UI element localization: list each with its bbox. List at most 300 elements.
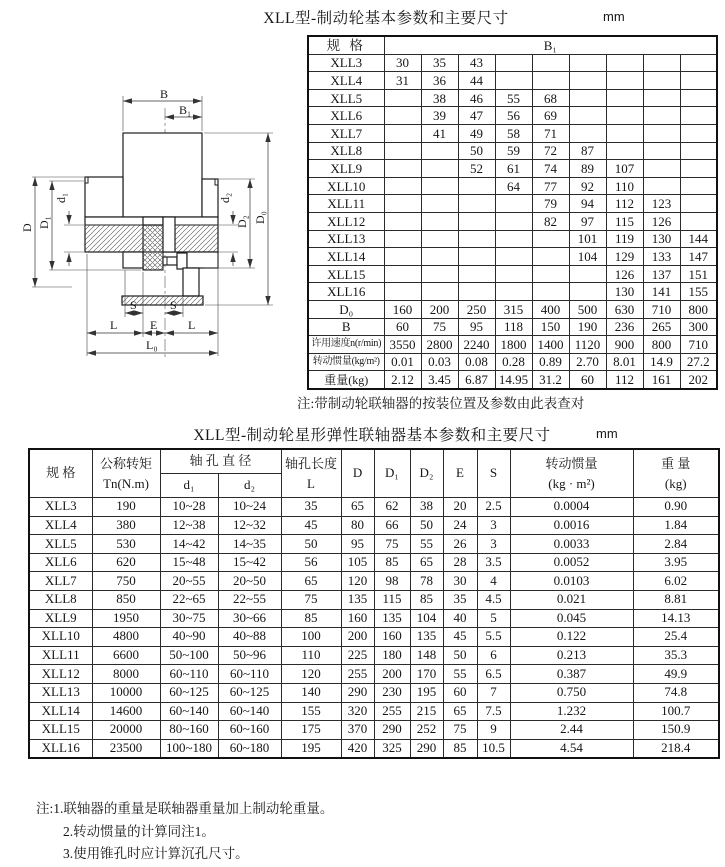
- col-header-D2: D₂: [410, 449, 443, 498]
- value-cell: 60~110: [218, 665, 281, 684]
- row-label: XLL16: [29, 739, 92, 758]
- drawing-body: [85, 133, 218, 305]
- b1-value-cell: [421, 212, 458, 230]
- value-cell: 4800: [92, 628, 160, 647]
- dim-label-L-left: L: [110, 318, 118, 332]
- value-cell: 115: [374, 590, 410, 609]
- value-cell: 530: [92, 535, 160, 554]
- b1-value-cell: [643, 54, 680, 72]
- b1-value-cell: 1800: [495, 336, 532, 354]
- value-cell: 60~180: [218, 739, 281, 758]
- b1-value-cell: [384, 195, 421, 213]
- b1-value-cell: [384, 124, 421, 142]
- bore-length-line1: 轴孔长度: [285, 456, 338, 471]
- value-cell: 100: [281, 628, 341, 647]
- table-row: [29, 702, 719, 721]
- b1-value-cell: [680, 89, 717, 107]
- value-cell: 78: [410, 572, 443, 591]
- dim-label-L0: L₀: [146, 338, 158, 352]
- left-hub-flange: [85, 177, 123, 217]
- dim-label-B1: B₁: [179, 103, 192, 117]
- b1-value-cell: 190: [569, 318, 606, 336]
- b1-value-cell: 0.03: [421, 353, 458, 371]
- b1-value-cell: 82: [532, 212, 569, 230]
- dim-label-D1: D₁: [37, 216, 51, 229]
- value-cell: 0.90: [633, 498, 719, 517]
- right-hub-lower: [187, 252, 218, 268]
- b1-value-cell: [532, 265, 569, 283]
- b1-value-cell: 2.12: [384, 371, 421, 389]
- dim-label-L-right: L: [188, 318, 196, 332]
- value-cell: 4: [477, 572, 510, 591]
- b1-value-cell: 64: [495, 177, 532, 195]
- value-cell: 195: [410, 683, 443, 702]
- value-cell: 24: [443, 516, 477, 535]
- b1-value-cell: 202: [680, 371, 717, 389]
- b1-value-cell: 31.2: [532, 371, 569, 389]
- b1-value-cell: 59: [495, 142, 532, 160]
- b1-value-cell: 61: [495, 160, 532, 178]
- value-cell: 135: [374, 609, 410, 628]
- b1-value-cell: 315: [495, 300, 532, 318]
- b1-value-cell: 0.08: [458, 353, 495, 371]
- bolt-shank: [163, 257, 177, 265]
- value-cell: 255: [341, 665, 374, 684]
- value-cell: 0.045: [510, 609, 633, 628]
- torque-label-line2: Tn(N.m): [103, 475, 149, 491]
- col-header-b1: B₁: [384, 36, 717, 54]
- row-label: XLL8: [29, 590, 92, 609]
- b1-value-cell: [680, 160, 717, 178]
- brake-wheel-table-body: [308, 54, 717, 389]
- value-cell: 35.3: [633, 646, 719, 665]
- b1-value-cell: [458, 230, 495, 248]
- value-cell: 120: [281, 665, 341, 684]
- value-cell: 14.13: [633, 609, 719, 628]
- table-row: [29, 590, 719, 609]
- value-cell: 65: [443, 702, 477, 721]
- value-cell: 0.0052: [510, 553, 633, 572]
- b1-value-cell: 6.87: [458, 371, 495, 389]
- b1-value-cell: [569, 265, 606, 283]
- row-label: XLL12: [29, 665, 92, 684]
- value-cell: 420: [341, 739, 374, 758]
- b1-value-cell: [384, 177, 421, 195]
- b1-value-cell: [606, 54, 643, 72]
- value-cell: 3: [477, 535, 510, 554]
- value-cell: 65: [341, 498, 374, 517]
- bolt-head: [177, 253, 187, 269]
- b1-value-cell: [606, 89, 643, 107]
- bore-length-line2: L: [307, 475, 315, 491]
- b1-value-cell: 2.70: [569, 353, 606, 371]
- row-label: 重量(kg): [308, 371, 384, 389]
- b1-value-cell: [643, 72, 680, 90]
- value-cell: 8.81: [633, 590, 719, 609]
- value-cell: 225: [341, 646, 374, 665]
- table-row: [308, 283, 717, 301]
- value-cell: 60~160: [218, 721, 281, 740]
- table-row: [308, 230, 717, 248]
- value-cell: 85: [281, 609, 341, 628]
- b1-value-cell: [643, 89, 680, 107]
- b1-value-cell: [458, 177, 495, 195]
- row-label: XLL5: [29, 535, 92, 554]
- b1-value-cell: 35: [421, 54, 458, 72]
- value-cell: 20~50: [218, 572, 281, 591]
- value-cell: 230: [374, 683, 410, 702]
- value-cell: 45: [443, 628, 477, 647]
- dim-label-D2: D₂: [235, 215, 249, 228]
- b1-value-cell: 130: [643, 230, 680, 248]
- b1-value-cell: 92: [569, 177, 606, 195]
- value-cell: 215: [410, 702, 443, 721]
- dim-label-D0: D₀: [253, 211, 267, 224]
- col-header-inertia: [510, 449, 633, 498]
- brake-wheel-table-note: 注:带制动轮联轴器的按装位置及参数由此表查对: [297, 396, 585, 411]
- b1-value-cell: 155: [680, 283, 717, 301]
- col-header-d1: d₁: [160, 474, 218, 498]
- dim-label-d2: d₂: [218, 192, 232, 203]
- col-header-bore-length: [281, 449, 341, 498]
- weight-label-line1: 重 量: [661, 456, 691, 471]
- b1-value-cell: [384, 142, 421, 160]
- value-cell: 50~100: [160, 646, 218, 665]
- row-label: XLL4: [29, 516, 92, 535]
- value-cell: 3.95: [633, 553, 719, 572]
- table-row: [308, 212, 717, 230]
- b1-value-cell: [643, 124, 680, 142]
- b1-value-cell: [606, 72, 643, 90]
- value-cell: 4.5: [477, 590, 510, 609]
- value-cell: 5.5: [477, 628, 510, 647]
- bottom-notes: [36, 798, 333, 866]
- row-label: B: [308, 318, 384, 336]
- row-label: XLL13: [29, 683, 92, 702]
- value-cell: 190: [92, 498, 160, 517]
- value-cell: 20~55: [160, 572, 218, 591]
- value-cell: 0.122: [510, 628, 633, 647]
- value-cell: 75: [281, 590, 341, 609]
- col-header-torque: [92, 449, 160, 498]
- b1-value-cell: [421, 195, 458, 213]
- b1-value-cell: 36: [421, 72, 458, 90]
- b1-value-cell: [532, 283, 569, 301]
- value-cell: 850: [92, 590, 160, 609]
- coupling-cross-section-drawing: [20, 88, 320, 378]
- row-label: XLL10: [29, 628, 92, 647]
- b1-value-cell: 95: [458, 318, 495, 336]
- b1-value-cell: 151: [680, 265, 717, 283]
- dim-label-S-right: S: [170, 298, 177, 312]
- col-header-spec: 规 格: [308, 36, 384, 54]
- value-cell: 0.0033: [510, 535, 633, 554]
- b1-value-cell: [421, 230, 458, 248]
- b1-value-cell: 236: [606, 318, 643, 336]
- value-cell: 0.213: [510, 646, 633, 665]
- dim-label-E: E: [150, 318, 158, 332]
- b1-value-cell: [458, 248, 495, 266]
- value-cell: 14600: [92, 702, 160, 721]
- b1-value-cell: 144: [680, 230, 717, 248]
- value-cell: 370: [341, 721, 374, 740]
- b1-value-cell: 630: [606, 300, 643, 318]
- table-row: [29, 739, 719, 758]
- b1-value-cell: 71: [532, 124, 569, 142]
- value-cell: 49.9: [633, 665, 719, 684]
- table-row: [308, 160, 717, 178]
- b1-value-cell: [495, 195, 532, 213]
- table-row: [29, 572, 719, 591]
- b1-value-cell: [495, 230, 532, 248]
- value-cell: 80: [341, 516, 374, 535]
- value-cell: 12~38: [160, 516, 218, 535]
- table-row: [308, 72, 717, 90]
- b1-value-cell: 0.28: [495, 353, 532, 371]
- row-label: XLL6: [308, 107, 384, 125]
- dim-label-D: D: [20, 223, 34, 232]
- value-cell: 0.0004: [510, 498, 633, 517]
- value-cell: 135: [341, 590, 374, 609]
- table-row: [308, 371, 717, 389]
- b1-value-cell: 300: [680, 318, 717, 336]
- b1-value-cell: 2800: [421, 336, 458, 354]
- b1-value-cell: 147: [680, 248, 717, 266]
- value-cell: 95: [341, 535, 374, 554]
- b1-value-cell: [458, 195, 495, 213]
- table-row: [29, 683, 719, 702]
- value-cell: 2.5: [477, 498, 510, 517]
- b1-value-cell: [495, 265, 532, 283]
- b1-value-cell: 400: [532, 300, 569, 318]
- b1-value-cell: [680, 54, 717, 72]
- value-cell: 40~88: [218, 628, 281, 647]
- row-label: XLL14: [308, 248, 384, 266]
- b1-value-cell: 112: [606, 195, 643, 213]
- row-label: XLL15: [29, 721, 92, 740]
- value-cell: 35: [281, 498, 341, 517]
- b1-value-cell: 89: [569, 160, 606, 178]
- value-cell: 110: [281, 646, 341, 665]
- row-label: XLL14: [29, 702, 92, 721]
- value-cell: 15~48: [160, 553, 218, 572]
- value-cell: 0.387: [510, 665, 633, 684]
- value-cell: 38: [410, 498, 443, 517]
- row-label: XLL6: [29, 553, 92, 572]
- b1-value-cell: 31: [384, 72, 421, 90]
- value-cell: 55: [443, 665, 477, 684]
- value-cell: 22~55: [218, 590, 281, 609]
- b1-value-cell: 119: [606, 230, 643, 248]
- b1-value-cell: 72: [532, 142, 569, 160]
- value-cell: 4.54: [510, 739, 633, 758]
- value-cell: 195: [281, 739, 341, 758]
- value-cell: 75: [443, 721, 477, 740]
- value-cell: 30: [443, 572, 477, 591]
- b1-value-cell: [495, 54, 532, 72]
- value-cell: 74.8: [633, 683, 719, 702]
- value-cell: 218.4: [633, 739, 719, 758]
- table-row: [308, 142, 717, 160]
- table-row: [29, 516, 719, 535]
- table-row: [29, 498, 719, 517]
- value-cell: 10000: [92, 683, 160, 702]
- value-cell: 6.5: [477, 665, 510, 684]
- b1-value-cell: 800: [643, 336, 680, 354]
- table-row: [308, 318, 717, 336]
- b1-value-cell: 200: [421, 300, 458, 318]
- value-cell: 10~24: [218, 498, 281, 517]
- b1-value-cell: [606, 142, 643, 160]
- b1-value-cell: 58: [495, 124, 532, 142]
- bottom-note-3: 3.使用锥孔时应计算沉孔尺寸。: [63, 846, 249, 861]
- b1-value-cell: [384, 265, 421, 283]
- b1-value-cell: [421, 142, 458, 160]
- coupling-table-body: [29, 498, 719, 759]
- b1-value-cell: [569, 283, 606, 301]
- coupling-table-unit: mm: [596, 426, 618, 441]
- value-cell: 7: [477, 683, 510, 702]
- b1-value-cell: 94: [569, 195, 606, 213]
- value-cell: 28: [443, 553, 477, 572]
- value-cell: 0.0016: [510, 516, 633, 535]
- value-cell: 1.232: [510, 702, 633, 721]
- b1-value-cell: [384, 248, 421, 266]
- value-cell: 35: [443, 590, 477, 609]
- b1-value-cell: [643, 177, 680, 195]
- value-cell: 60~140: [160, 702, 218, 721]
- brake-wheel-table-unit: mm: [603, 9, 625, 24]
- b1-value-cell: 50: [458, 142, 495, 160]
- b1-value-cell: 2240: [458, 336, 495, 354]
- b1-value-cell: [495, 248, 532, 266]
- value-cell: 380: [92, 516, 160, 535]
- b1-value-cell: [680, 142, 717, 160]
- b1-value-cell: 14.95: [495, 371, 532, 389]
- b1-value-cell: 56: [495, 107, 532, 125]
- b1-value-cell: [680, 195, 717, 213]
- value-cell: 160: [374, 628, 410, 647]
- value-cell: 12~32: [218, 516, 281, 535]
- value-cell: 45: [281, 516, 341, 535]
- bottom-note-1: 注:1.联轴器的重量是联轴器重量加上制动轮重量。: [36, 801, 334, 816]
- value-cell: 170: [410, 665, 443, 684]
- b1-value-cell: 77: [532, 177, 569, 195]
- b1-value-cell: 46: [458, 89, 495, 107]
- value-cell: 50: [443, 646, 477, 665]
- value-cell: 85: [443, 739, 477, 758]
- b1-value-cell: [569, 107, 606, 125]
- value-cell: 26: [443, 535, 477, 554]
- table-row: [308, 54, 717, 72]
- b1-value-cell: [458, 283, 495, 301]
- b1-value-cell: 44: [458, 72, 495, 90]
- value-cell: 120: [341, 572, 374, 591]
- b1-value-cell: [384, 212, 421, 230]
- table-row: [308, 124, 717, 142]
- value-cell: 150.9: [633, 721, 719, 740]
- b1-value-cell: 250: [458, 300, 495, 318]
- b1-value-cell: [680, 177, 717, 195]
- b1-value-cell: 27.2: [680, 353, 717, 371]
- b1-value-cell: [421, 160, 458, 178]
- b1-value-cell: 110: [606, 177, 643, 195]
- col-header-S: S: [477, 449, 510, 498]
- b1-value-cell: 3.45: [421, 371, 458, 389]
- value-cell: 135: [410, 628, 443, 647]
- b1-value-cell: 123: [643, 195, 680, 213]
- inertia-label-line2: (kg · m²): [548, 475, 595, 491]
- b1-value-cell: 800: [680, 300, 717, 318]
- value-cell: 7.5: [477, 702, 510, 721]
- value-cell: 30~75: [160, 609, 218, 628]
- col-header-weight: [633, 449, 719, 498]
- b1-value-cell: [495, 283, 532, 301]
- b1-value-cell: [680, 72, 717, 90]
- b1-value-cell: 710: [643, 300, 680, 318]
- value-cell: 20000: [92, 721, 160, 740]
- value-cell: 0.021: [510, 590, 633, 609]
- b1-value-cell: 55: [495, 89, 532, 107]
- b1-value-cell: 104: [569, 248, 606, 266]
- b1-value-cell: [532, 230, 569, 248]
- table-row: [308, 107, 717, 125]
- row-label: XLL3: [29, 498, 92, 517]
- value-cell: 75: [374, 535, 410, 554]
- value-cell: 6600: [92, 646, 160, 665]
- value-cell: 10.5: [477, 739, 510, 758]
- b1-value-cell: 710: [680, 336, 717, 354]
- value-cell: 1950: [92, 609, 160, 628]
- value-cell: 66: [374, 516, 410, 535]
- value-cell: 14~42: [160, 535, 218, 554]
- b1-value-cell: [569, 89, 606, 107]
- value-cell: 60: [443, 683, 477, 702]
- col-header-E: E: [443, 449, 477, 498]
- b1-value-cell: 900: [606, 336, 643, 354]
- b1-value-cell: 1120: [569, 336, 606, 354]
- torque-label-line1: 公称转矩: [99, 456, 152, 471]
- col-header-d2: d₂: [218, 474, 281, 498]
- table-row: [29, 721, 719, 740]
- row-label: XLL12: [308, 212, 384, 230]
- b1-value-cell: [680, 107, 717, 125]
- b1-value-cell: [421, 248, 458, 266]
- b1-value-cell: 129: [606, 248, 643, 266]
- b1-value-cell: 49: [458, 124, 495, 142]
- col-header-bore-diameter: 轴 孔 直 径: [160, 449, 281, 474]
- value-cell: 65: [410, 553, 443, 572]
- value-cell: 22~65: [160, 590, 218, 609]
- b1-value-cell: 1400: [532, 336, 569, 354]
- value-cell: 6: [477, 646, 510, 665]
- b1-value-cell: 87: [569, 142, 606, 160]
- b1-value-cell: 112: [606, 371, 643, 389]
- table-row: [29, 535, 719, 554]
- b1-value-cell: 118: [495, 318, 532, 336]
- b1-value-cell: [532, 54, 569, 72]
- row-label: XLL8: [308, 142, 384, 160]
- value-cell: 55: [410, 535, 443, 554]
- value-cell: 320: [341, 702, 374, 721]
- b1-value-cell: 38: [421, 89, 458, 107]
- table-row: [308, 195, 717, 213]
- value-cell: 0.0103: [510, 572, 633, 591]
- weight-label-line2: (kg): [664, 475, 687, 491]
- value-cell: 40~90: [160, 628, 218, 647]
- value-cell: 30~66: [218, 609, 281, 628]
- table-row: [308, 177, 717, 195]
